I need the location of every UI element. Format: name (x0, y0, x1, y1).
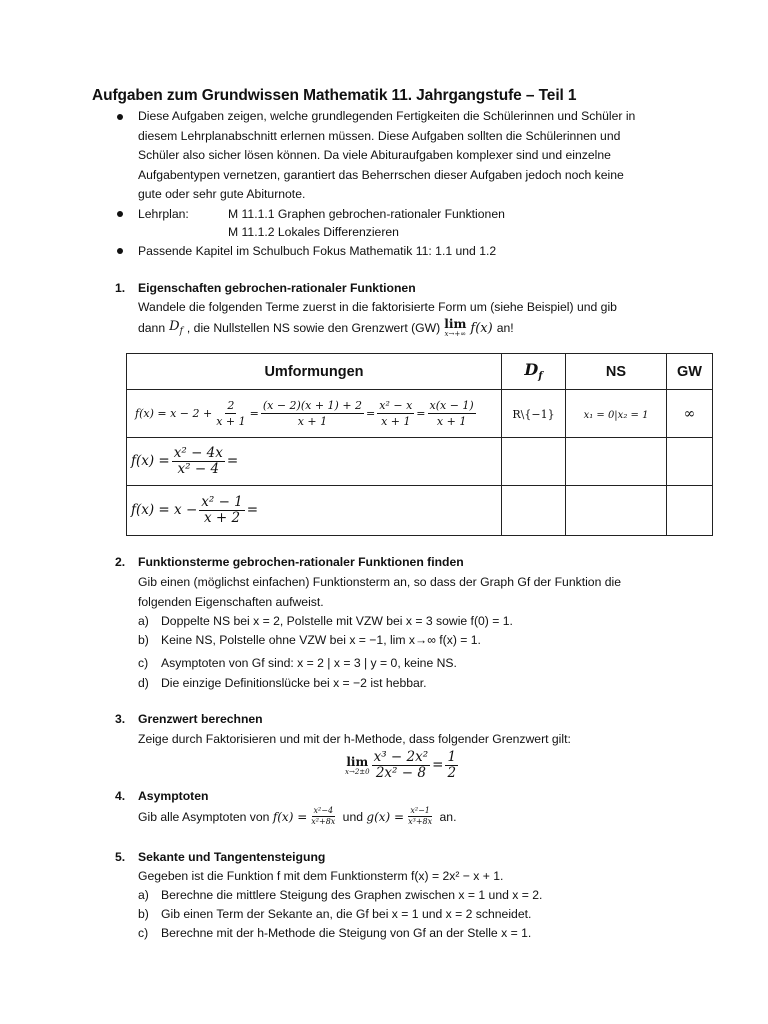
task-text-line (138, 318, 514, 338)
table-cell-ns[interactable] (566, 438, 667, 486)
item-text: Asymptoten von Gf sind: x = 2 | x = 3 | y = 0, keine NS. (161, 656, 457, 670)
task-heading: Sekante und Tangentensteigung (138, 850, 326, 864)
kapitel-text: Passende Kapitel im Schulbuch Fokus Mathematik 11: 1.1 und 1.2 (138, 244, 497, 258)
task-number: 1. (115, 281, 126, 295)
limit-expression (444, 318, 466, 338)
item-label: c) (138, 926, 149, 940)
table-cell-gw (667, 390, 713, 438)
lehrplan-item: M 11.1.2 Lokales Differenzieren (228, 225, 399, 239)
item-text: Gib einen Term der Sekante an, die Gf bei x = 1 und x = 2 schneidet. (161, 907, 532, 921)
item-label: a) (138, 614, 149, 628)
table-header-cell (566, 354, 667, 390)
item-label: b) (138, 907, 149, 921)
item-label: c) (138, 656, 149, 670)
item-text: Keine NS, Polstelle ohne VZW bei x = −1, lim x→∞ f(x) = 1. (161, 633, 481, 647)
table-cell-ns (566, 390, 667, 438)
table-cell-df (502, 390, 566, 438)
table-cell-df[interactable] (502, 438, 566, 486)
bullet-icon (117, 248, 123, 254)
item-text: Die einzige Definitionslücke bei x = −2 ist hebbar. (161, 676, 427, 690)
table-cell-df[interactable] (502, 486, 566, 536)
task-text: an! (496, 321, 514, 335)
intro-line: Aufgabentypen vernetzen, garantiert das Beherrschen dieser Aufgaben jedoch noch keine (138, 167, 624, 182)
bullet-icon (117, 211, 123, 217)
item-text: Berechne mit der h-Methode die Steigung von Gf an der Stelle x = 1. (161, 926, 532, 940)
df-symbol: $D_f$ (169, 319, 183, 337)
example-formula: f(x) = x − 2 + $\frac{2}{x + 1}$ = $\frac{(x - 2)(x + 1) + 2}{x + 1}$ = $\frac{\text{x² − x}}{x + 1}$ = $\frac{x(x - 1)}{x + 1}$ (135, 399, 474, 428)
function-symbol: f(x) (470, 320, 493, 336)
task-text: , die Nullstellen NS sowie den Grenzwert (GW) (186, 321, 441, 335)
task-text: dann (138, 321, 166, 335)
item-label: a) (138, 888, 149, 902)
task-heading: Eigenschaften gebrochen-rationaler Funktionen (138, 281, 416, 295)
intro-line: Schüler also sicher lösen können. Da viele Abituraufgaben komplexer sind und einzelne (138, 148, 611, 162)
task-number: 3. (115, 712, 126, 726)
table-cell-ns[interactable] (566, 486, 667, 536)
item-label: d) (138, 676, 149, 690)
table-cell-formula (127, 438, 502, 486)
task-text-line: Gib alle Asymptoten von f(x) = $\frac{\text{x²−4}}{\text{x²+8x}}$ und g(x) = $\frac{\text{x²−1}}{\text{x³+8x}}$ an. (138, 806, 457, 826)
document-title: Aufgaben zum Grundwissen Mathematik 11. Jahrgangstufe – Teil 1 (92, 87, 577, 104)
item-label: b) (138, 633, 149, 647)
task-number: 2. (115, 555, 126, 569)
row2-formula: f(x) = $\frac{\text{x² − 4x}}{\text{x² − 4}}$ = (131, 445, 239, 477)
item-text: Doppelte NS bei x = 2, Polstelle mit VZW bei x = 3 sowie f(0) = 1. (161, 614, 513, 628)
lehrplan-item: M 11.1.1 Graphen gebrochen-rationaler Funktionen (228, 207, 505, 221)
lim-subscript: x→+∞ (444, 330, 467, 338)
task-heading: Grenzwert berechnen (138, 712, 263, 726)
table-cell-formula (127, 390, 502, 438)
table-cell-gw[interactable] (667, 486, 713, 536)
lehrplan-label: Lehrplan: (138, 207, 189, 221)
item-text: Berechne die mittlere Steigung des Graphen zwischen x = 1 und x = 2. (161, 888, 543, 902)
table-header: $D_f$ (524, 360, 543, 383)
bullet-icon (117, 114, 123, 120)
limit-formula: lim x→2±0 $\frac{\text{x³ − 2x²}}{\text{2x² − 8}}$ = $\frac{1}{2}$ (345, 749, 457, 781)
task1-table (126, 353, 713, 536)
table-header: NS (605, 363, 627, 380)
lim-label: lim (444, 317, 467, 331)
table-cell-gw[interactable] (667, 438, 713, 486)
row3-formula: f(x) = x − $\frac{\text{x² − 1}}{x + 2}$ = (131, 494, 259, 526)
task-heading: Funktionsterme gebrochen-rationaler Funktionen finden (138, 555, 464, 569)
intro-line: Diese Aufgaben zeigen, welche grundlegenden Fertigkeiten die Schülerinnen und Schüler in (138, 109, 636, 123)
example-gw: ∞ (683, 405, 696, 422)
task-text: Zeige durch Faktorisieren und mit der h-Methode, dass folgender Grenzwert gilt: (138, 732, 571, 746)
intro-paragraph (138, 107, 635, 205)
task-heading: Asymptoten (138, 789, 209, 803)
task-text: Wandele die folgenden Terme zuerst in die faktorisierte Form um (siehe Beispiel) und gib (138, 300, 617, 314)
table-cell-formula (127, 486, 502, 536)
table-header: Umformungen (264, 363, 364, 380)
task-text: Gegeben ist die Funktion f mit dem Funktionsterm f(x) = 2x² − x + 1. (138, 869, 504, 883)
table-header-cell (502, 354, 566, 390)
table-header-cell (667, 354, 713, 390)
example-ns: x₁ = 0|x₂ = 1 (583, 409, 649, 421)
intro-line: gute oder sehr gute Abiturnote. (138, 187, 306, 201)
task-text: Gib einen (möglichst einfachen) Funktionsterm an, so dass der Graph Gf der Funktion die (138, 575, 622, 589)
table-header-cell (127, 354, 502, 390)
task-text: folgenden Eigenschaften aufweist. (138, 595, 324, 609)
task-number: 4. (115, 789, 126, 803)
intro-line: diesem Lehrplanabschnitt erlernen müssen. Diese Aufgaben sollten die Schülerinnen und (138, 128, 621, 143)
table-header: GW (677, 363, 702, 380)
example-df: R\{−1} (512, 407, 555, 421)
task-number: 5. (115, 850, 126, 864)
